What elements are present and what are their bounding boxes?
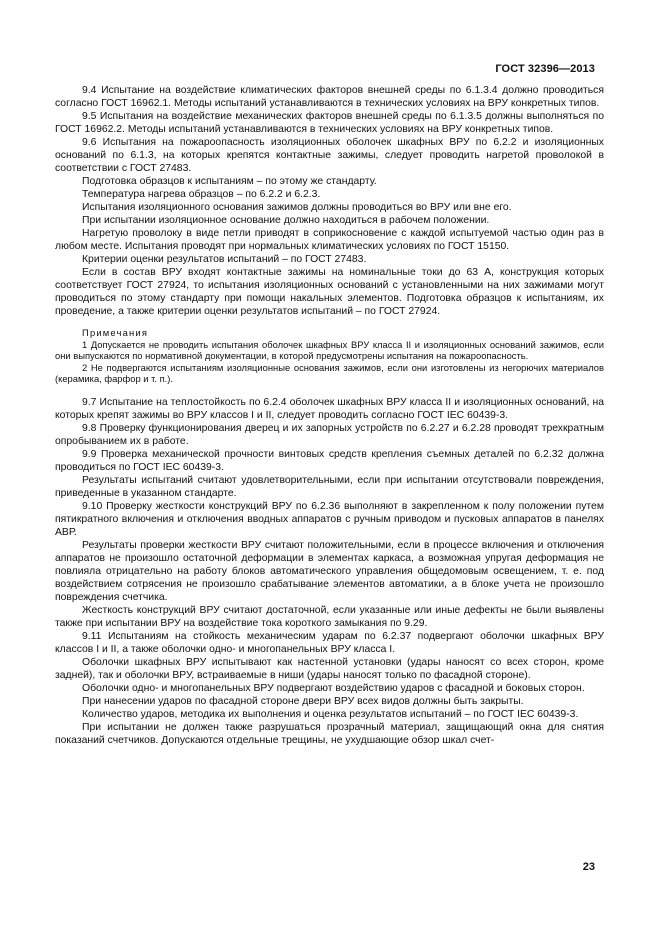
paragraph: Оболочки одно- и многопанельных ВРУ подвергают воздействию ударов с фасадной и боковых сторон. [82,682,585,694]
paragraph: При испытании не должен также разрушаться прозрачный материал, защищающий окна для снятия показаний счетчиков. Допускаются отдельные трещины, не ухудшающие обзор шкал счет- [55,721,604,746]
paragraph: Количество ударов, методика их выполнения и оценка результатов испытаний – по ГОСТ IEC 60439-3. [82,708,579,720]
paragraph-9-11: 9.11 Испытаниям на стойкость механическим ударам по 6.2.37 подвергают оболочки шкафных ВРУ классов I и II, а также оболочки одно- и многопанельных ВРУ класса I. [55,630,604,655]
paragraph: При испытании изоляционное основание должно находиться в рабочем положении. [82,215,490,226]
paragraph: Результаты проверки жесткости ВРУ считают положительными, если в процессе включения и отключения аппаратов не произошло остаточной деформации в элементах каркаса, а возможная упругая деформация не повлияла отрицательно на работу блоков автоматического управления общедомовым освещением, т. е. под воздействием сотрясения не произошло срабатывание элементов автоматики, а в блоке учета не произошло повреждения счетчика. [55,539,604,603]
paragraph: Нагретую проволоку в виде петли приводят в соприкосновение с каждой испытуемой частью один раз в любом месте. Испытания проводят при нормальных климатических условиях по ГОСТ 15150. [55,228,604,252]
paragraph-9-7: 9.7 Испытание на теплостойкость по 6.2.4 оболочек шкафных ВРУ класса II и изоляционных оснований, на которых крепят зажимы во ВРУ классов I и II, следует проводить согласно ГОСТ IEC 60439-3. [55,396,604,421]
paragraph-9-5: 9.5 Испытания на воздействие механических факторов внешней среды по 6.1.3.5 должны выполняться по ГОСТ 16962.2. Методы испытаний устанавливаются в технических условиях на ВРУ конкретных типов. [55,111,604,135]
paragraph: Критерии оценки результатов испытаний – по ГОСТ 27483. [82,254,367,265]
paragraph: Оболочки шкафных ВРУ испытывают как настенной установки (удары наносят со всех сторон, кроме задней), так и оболочки ВРУ, встраиваемые в ниши (удары наносят только по фасадной стороне). [55,656,604,681]
paragraph-9-9: 9.9 Проверка механической прочности винтовых средств крепления съемных деталей по 6.2.32 должна проводиться по ГОСТ IEC 60439-3. [55,448,604,473]
paragraph-9-8: 9.8 Проверку функционирования дверец и их запорных устройств по 6.2.27 и 6.2.28 проводят трехкратным опробыванием их в работе. [55,422,604,447]
paragraph: Если в состав ВРУ входят контактные зажимы на номинальные токи до 63 А, конструкция которых соответствует ГОСТ 27924, то испытания изоляционных оснований с установленными на них зажимами могут проводиться по этому стандарту при помощи накальных элементов. Подготовка образцов к испытаниям, их проведение, а также критерии оценки результатов испытаний – по ГОСТ 27924. [55,267,604,317]
notes-title: Примечания [82,327,149,338]
page-number: 23 [582,861,595,873]
paragraph: Подготовка образцов к испытаниям – по этому же стандарту. [82,176,377,187]
paragraph-9-4: 9.4 Испытание на воздействие климатических факторов внешней среды по 6.1.3.4 должно проводиться согласно ГОСТ 16962.1. Методы испытаний устанавливаются в технических условиях на ВРУ конкретных типов. [55,85,604,109]
spacer [55,318,604,327]
paragraph-9-6: 9.6 Испытания на пожароопасность изоляционных оболочек шкафных ВРУ по 6.2.2 и изоляционных оснований по 6.1.3, на которых крепятся контактные зажимы, следует проводить нагретой проволокой в соответствии с ГОСТ 27483. [55,137,604,174]
paragraph: Результаты испытаний считают удовлетворительными, если при испытании отсутствовали повреждения, приведенные в указанном стандарте. [55,474,604,499]
standard-header: ГОСТ 32396—2013 [495,63,595,75]
note-2: 2 Не подвергаются испытаниям изоляционные основания зажимов, если они изготовлены из негорючих материалов (керамика, фарфор и т. п.). [55,361,604,385]
page-content [55,84,604,747]
paragraph: Жесткость конструкций ВРУ считают достаточной, если указанные или иные дефекты не были выявлены также при испытании ВРУ на воздействие тока короткого замыкания по 9.29. [55,604,604,629]
paragraph: При нанесении ударов по фасадной стороне двери ВРУ всех видов должны быть закрыты. [82,695,524,707]
paragraph: Испытания изоляционного основания зажимов должны проводиться во ВРУ или вне его. [82,202,512,213]
paragraph: Температура нагрева образцов – по 6.2.2 и 6.2.3. [82,189,321,200]
spacer [55,385,604,396]
note-1: 1 Допускается не проводить испытания оболочек шкафных ВРУ класса II и изоляционных оснований зажимов, если они выпускаются по нормативной документации, в которой предусмотрены испытания на пожароопасность. [55,339,604,362]
paragraph-9-10: 9.10 Проверку жесткости конструкций ВРУ по 6.2.36 выполняют в закрепленном к полу положении путем пятикратного включения и отключения вводных аппаратов с ручным приводом и пусковых аппаратов в панелях АВР. [55,500,604,538]
